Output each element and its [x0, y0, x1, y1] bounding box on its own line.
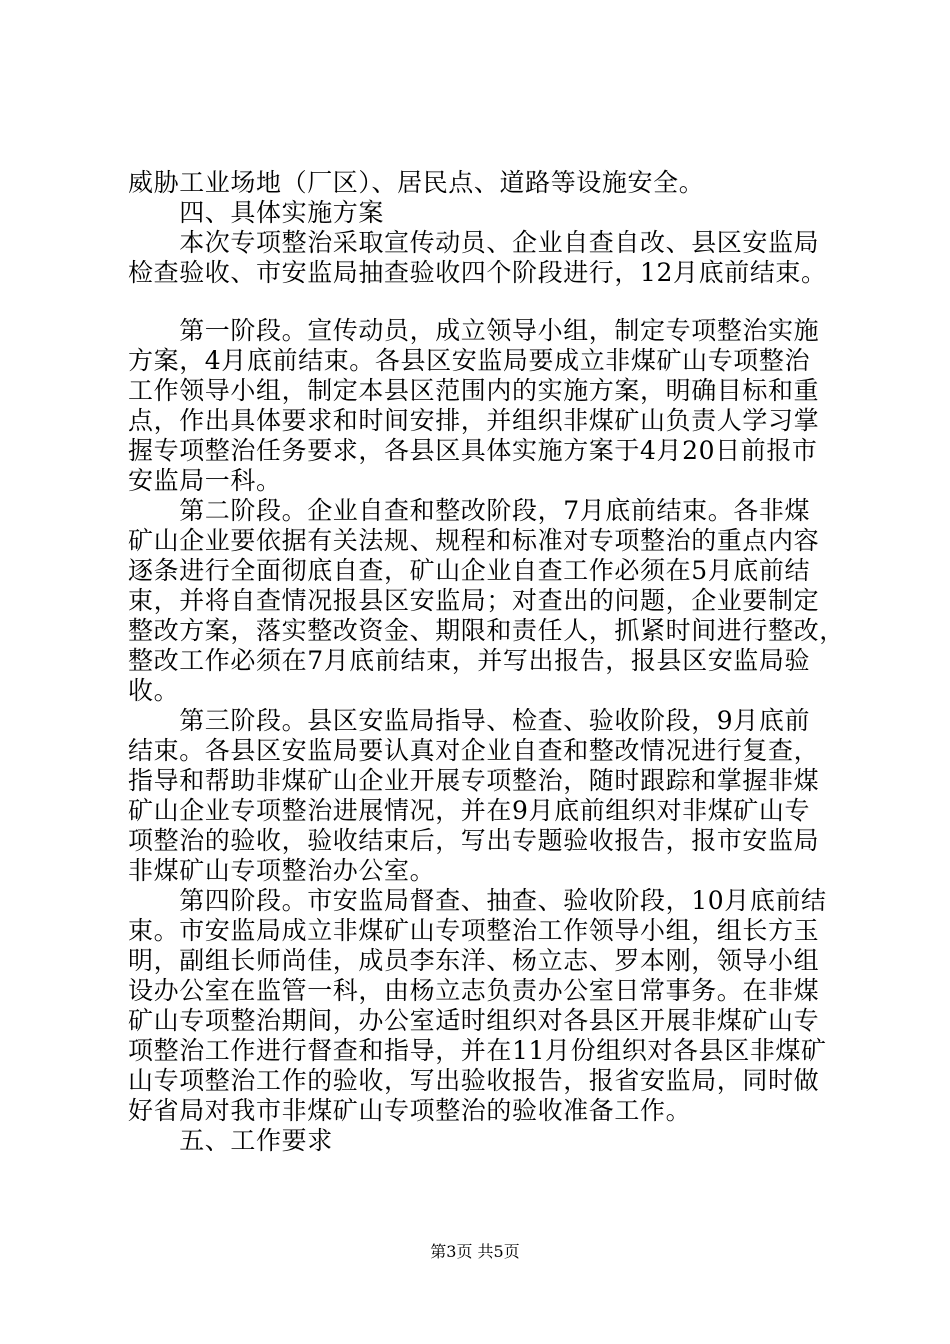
text-line: 项整治工作进行督查和指导，并在11月份组织对各县区非煤矿	[128, 1036, 827, 1065]
document-body	[128, 168, 845, 1156]
text-line: 好省局对我市非煤矿山专项整治的验收准备工作。	[128, 1096, 692, 1125]
text-line: 威胁工业场地（厂区）、居民点、道路等设施安全。	[128, 168, 705, 197]
text-line: 逐条进行全面彻底自查，矿山企业自查工作必须在5月底前结	[128, 556, 811, 585]
text-line: 方案，4月底前结束。各县区安监局要成立非煤矿山专项整治	[128, 346, 811, 375]
page-number-footer: 第3页 共5页	[430, 1242, 520, 1261]
text-line: 矿山企业专项整治进展情况，并在9月底前组织对非煤矿山专	[128, 796, 811, 825]
text-line: 本次专项整治采取宣传动员、企业自查自改、县区安监局	[128, 228, 820, 257]
text-line: 整改工作必须在7月底前结束，并写出报告，报县区安监局验	[128, 646, 811, 675]
text-line: 握专项整治任务要求，各县区具体实施方案于4月20日前报市	[128, 436, 818, 465]
text-line: 安监局一科。	[128, 466, 282, 495]
text-line: 束。市安监局成立非煤矿山专项整治工作领导小组，组长方玉	[128, 916, 820, 945]
text-line: 束，并将自查情况报县区安监局；对查出的问题，企业要制定	[128, 586, 820, 615]
text-line: 非煤矿山专项整治办公室。	[128, 856, 436, 885]
text-line: 结束。各县区安监局要认真对企业自查和整改情况进行复查，	[128, 736, 820, 765]
text-line: 第一阶段。宣传动员，成立领导小组，制定专项整治实施	[128, 316, 820, 345]
text-line: 点，作出具体要求和时间安排，并组织非煤矿山负责人学习掌	[128, 406, 820, 435]
text-line: 矿山专项整治期间，办公室适时组织对各县区开展非煤矿山专	[128, 1006, 820, 1035]
text-line: 整改方案，落实整改资金、期限和责任人，抓紧时间进行整改，	[128, 616, 845, 645]
text-line: 检查验收、市安监局抽查验收四个阶段进行，12月底前结束。	[128, 258, 827, 287]
text-line: 第三阶段。县区安监局指导、检查、验收阶段，9月底前	[128, 706, 811, 735]
text-line: 明，副组长师尚佳，成员李东洋、杨立志、罗本刚，领导小组	[128, 946, 820, 975]
text-line: 第四阶段。市安监局督查、抽查、验收阶段，10月底前结	[128, 886, 827, 915]
section-heading: 五、工作要求	[128, 1126, 333, 1155]
text-line: 矿山企业要依据有关法规、规程和标准对专项整治的重点内容	[128, 526, 820, 555]
text-line: 设办公室在监管一科，由杨立志负责办公室日常事务。在非煤	[128, 976, 820, 1005]
blank-line	[128, 288, 832, 316]
text-line: 收。	[128, 676, 180, 705]
text-line: 工作领导小组，制定本县区范围内的实施方案，明确目标和重	[128, 376, 820, 405]
section-heading: 四、具体实施方案	[128, 198, 385, 227]
text-line: 山专项整治工作的验收，写出验收报告，报省安监局，同时做	[128, 1066, 820, 1095]
text-line: 项整治的验收，验收结束后，写出专题验收报告，报市安监局	[128, 826, 820, 855]
text-line: 第二阶段。企业自查和整改阶段，7月底前结束。各非煤	[128, 496, 811, 525]
text-line: 指导和帮助非煤矿山企业开展专项整治，随时跟踪和掌握非煤	[128, 766, 820, 795]
